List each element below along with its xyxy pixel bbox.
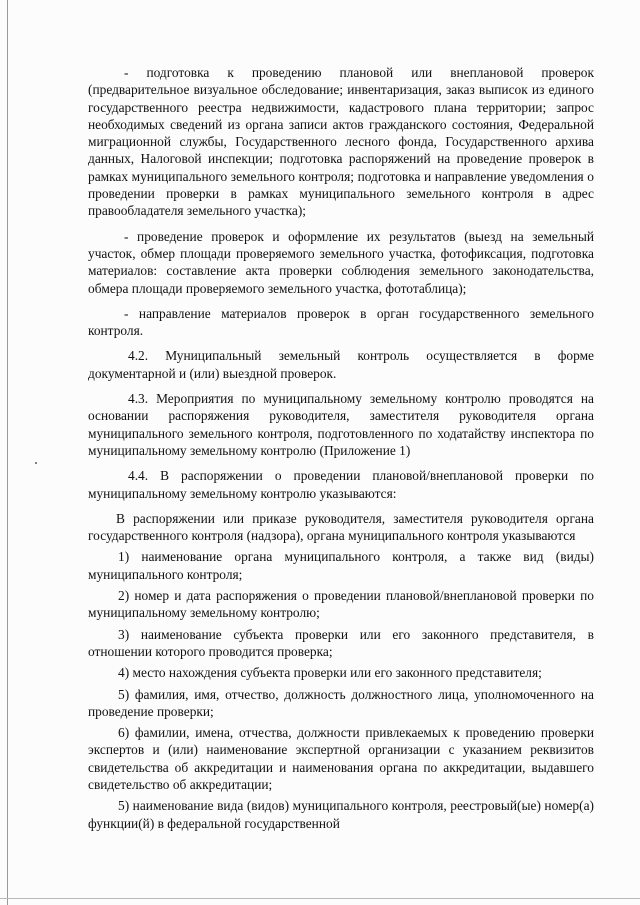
scan-left-edge-line [7, 0, 8, 905]
scan-bottom-edge-line [0, 898, 640, 899]
paragraph-order-intro: В распоряжении или приказе руководителя, заместителя руководителя органа государственного контроля (надзора), органа муниципального контроля указываются [88, 510, 594, 544]
list-item-3: 3) наименование субъекта проверки или его законного представителя, в отношении которого проводится проверка; [88, 626, 594, 659]
paragraph-4-4: 4.4. В распоряжении о проведении плановой/внеплановой проверки по муниципальному земельному контролю указываются: [88, 468, 594, 501]
list-item-5: 5) фамилия, имя, отчество, должность должностного лица, уполномоченного на проведение проверки; [88, 686, 594, 719]
list-item-5-repeat: 5) наименование вида (видов) муниципального контроля, реестровый(ые) номер(а) функции(й) в федеральной государственной [88, 798, 594, 831]
paragraph-inspection-conduct: - проведение проверок и оформление их результатов (выезд на земельный участок, обмер площади проверяемого земельного участка, фотофиксация, подготовка материалов: составление акта проверки соблюдения земельного законодательства, обмера площади проверяемого земельного участка, фототаблица); [88, 228, 594, 296]
scan-speck [35, 462, 37, 464]
paragraph-4-3: 4.3. Мероприятия по муниципальному земельному контролю проводятся на основании распоряжения руководителя, заместителя руководителя органа муниципального земельного контроля, подготовленного по ходатайству инспектора по муниципальному земельному контролю (Приложение 1) [88, 391, 594, 458]
paragraph-4-2: 4.2. Муниципальный земельный контроль осуществляется в форме документарной и (или) выездной проверок. [88, 348, 594, 381]
list-item-2: 2) номер и дата распоряжения о проведении плановой/внеплановой проверки по муниципальному земельному контролю; [88, 588, 594, 621]
paragraph-preparation: - подготовка к проведению плановой или внеплановой проверок (предварительное визуальное обследование; инвентаризация, заказ выписок из единого государственного реестра недвижимости, кадастрового плана территории; запрос необходимых сведений из органа записи актов гражданского состояния, Федеральной миграционной службы, Государственного лесного фонда, Государственного архива данных, Налоговой инспекции; подготовка распоряжений на проведение проверок в рамках муниципального земельного контроля; подготовка и направление уведомления о проведении проверки в рамках муниципального земельного контроля в адрес правообладателя земельного участка); [88, 65, 594, 219]
document-body [88, 64, 594, 832]
list-item-1: 1) наименование органа муниципального контроля, а также вид (виды) муниципального контроля; [88, 549, 594, 582]
list-item-6: 6) фамилии, имена, отчества, должности привлекаемых к проведению проверки экспертов и (или) наименование экспертной организации с указанием реквизитов свидетельства об аккредитации и наименования органа по аккредитации, выдавшего свидетельство об аккредитации; [88, 725, 594, 792]
paragraph-materials-referral: - направление материалов проверок в орган государственного земельного контроля. [88, 305, 594, 339]
list-item-4: 4) место нахождения субъекта проверки или его законного представителя; [118, 665, 542, 681]
